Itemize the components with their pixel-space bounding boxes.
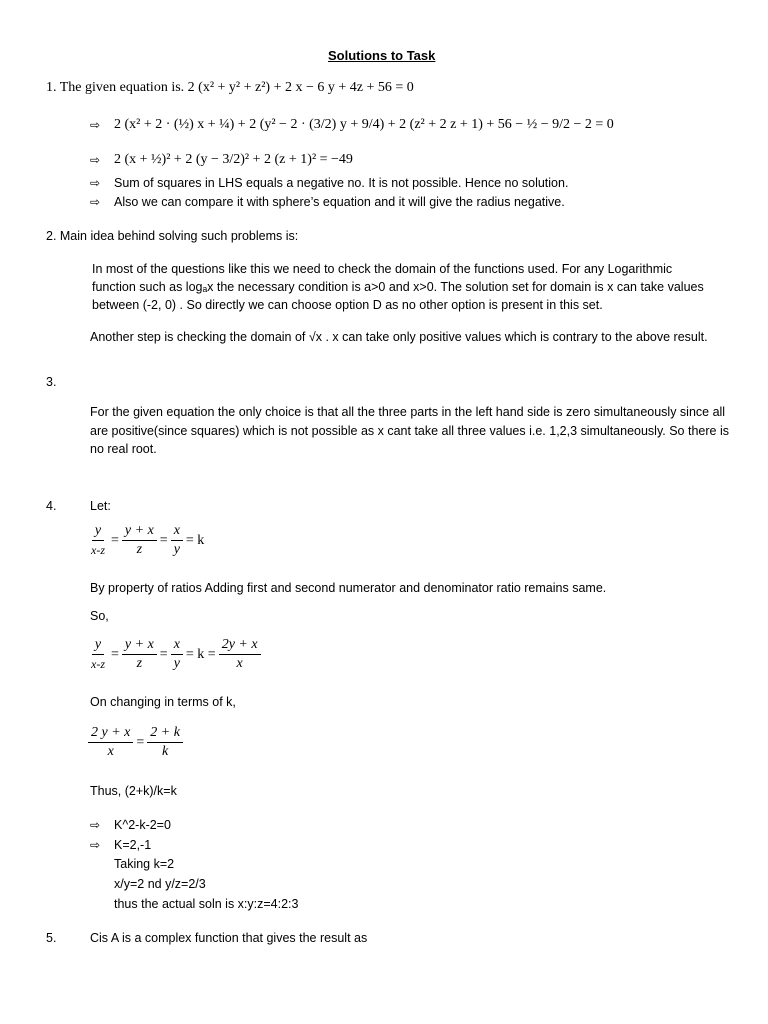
arrow-bullet-icon: ⇨ [90,195,101,209]
q2-paragraph-1: In most of the questions like this we need to check the domain of the functions used. For any Logarithmic function such as logₐx the necessary condition is a>0 and x>0. The solution set for domain is x can take values between (-2, 0) . So directly we can choose option D as no other option is present in this set. [92,262,704,312]
arrow-bullet-icon: ⇨ [90,118,101,132]
numerator: x [171,522,183,541]
equation-tail: = k [185,532,205,548]
numerator: 2y + x [219,636,261,655]
q4-bullet-2: K=2,-1 [114,838,152,852]
arrow-bullet-icon: ⇨ [90,153,101,167]
q4-bullet-1: K^2-k-2=0 [114,818,171,832]
numerator: y [92,522,104,541]
numerator: y + x [122,636,157,655]
page-title: Solutions to Task [328,48,436,63]
arrow-bullet-icon: ⇨ [90,838,101,852]
arrow-bullet-icon: ⇨ [90,176,101,190]
q1-step-2: 2 (x + ½)² + 2 (y − 3/2)² + 2 (z + 1)² = −49 [114,152,353,167]
equation-in-k: $\frac{2 y + x}{x}$ = $\frac{2 + k}{k}$ [88,724,183,761]
q4-line-1: Taking k=2 [114,857,175,871]
denominator: y [173,656,180,671]
numerator: 2 y + x [88,724,133,743]
q4-thus: Thus, (2+k)/k=k [90,784,177,798]
q4-number: 4. [46,499,57,513]
q4-line-2: x/y=2 nd y/z=2/3 [114,877,206,891]
q4-so: So, [90,609,109,623]
denominator: x [236,656,243,671]
denominator: z [136,542,143,557]
q2-heading: 2. Main idea behind solving such problems is: [46,229,299,243]
equation-middle: = k = [185,646,216,662]
equation-ratios-extended: $\frac{y}{x-z}$ = $\frac{y + x}{z}$ = $\frac{x}{y}$ = k = $\frac{2y + x}{x}$ [88,636,261,673]
denominator: x-z [91,543,105,557]
q2-paragraph-2: Another step is checking the domain of √x . x can take only positive values which is contrary to the above result. [90,330,708,344]
q4-changing-text: On changing in terms of k, [90,695,236,709]
denominator: y [173,542,180,557]
q4-line-3: thus the actual soln is x:y:z=4:2:3 [114,897,299,911]
arrow-bullet-icon: ⇨ [90,818,101,832]
q1-step-1: 2 (x² + 2 · (½) x + ¼) + 2 (y² − 2 · (3/2) y + 9/4) + 2 (z² + 2 z + 1) + 56 − ½ − 9/2 − 2 = 0 [114,117,614,132]
q1-heading: 1. The given equation is. 2 (x² + y² + z²) + 2 x − 6 y + 4z + 56 = 0 [46,80,414,95]
numerator: 2 + k [147,724,183,743]
denominator: z [136,656,143,671]
q4-let: Let: [90,499,111,513]
q1-step-4: Also we can compare it with sphere’s equation and it will give the radius negative. [114,195,565,209]
q5-number: 5. [46,931,57,945]
q1-step-3: Sum of squares in LHS equals a negative no. It is not possible. Hence no solution. [114,176,569,190]
numerator: y [92,636,104,655]
denominator: k [162,744,169,759]
q3-paragraph: For the given equation the only choice is that all the three parts in the left hand side is zero simultaneously since all are positive(since squares) which is not possible as x cant take all three values i.e. 1,2,3 simultaneously. So there is no real root. [90,405,729,456]
equation-ratios: $\frac{y}{x-z}$ = $\frac{y + x}{z}$ = $\frac{x}{y}$ = k [88,522,207,559]
numerator: x [171,636,183,655]
q5-text: Cis A is a complex function that gives the result as [90,931,368,945]
denominator: x-z [91,657,105,671]
denominator: x [107,744,114,759]
q3-heading: 3. [46,375,57,389]
numerator: y + x [122,522,157,541]
q4-property-text: By property of ratios Adding first and second numerator and denominator ratio remains same. [90,581,607,595]
